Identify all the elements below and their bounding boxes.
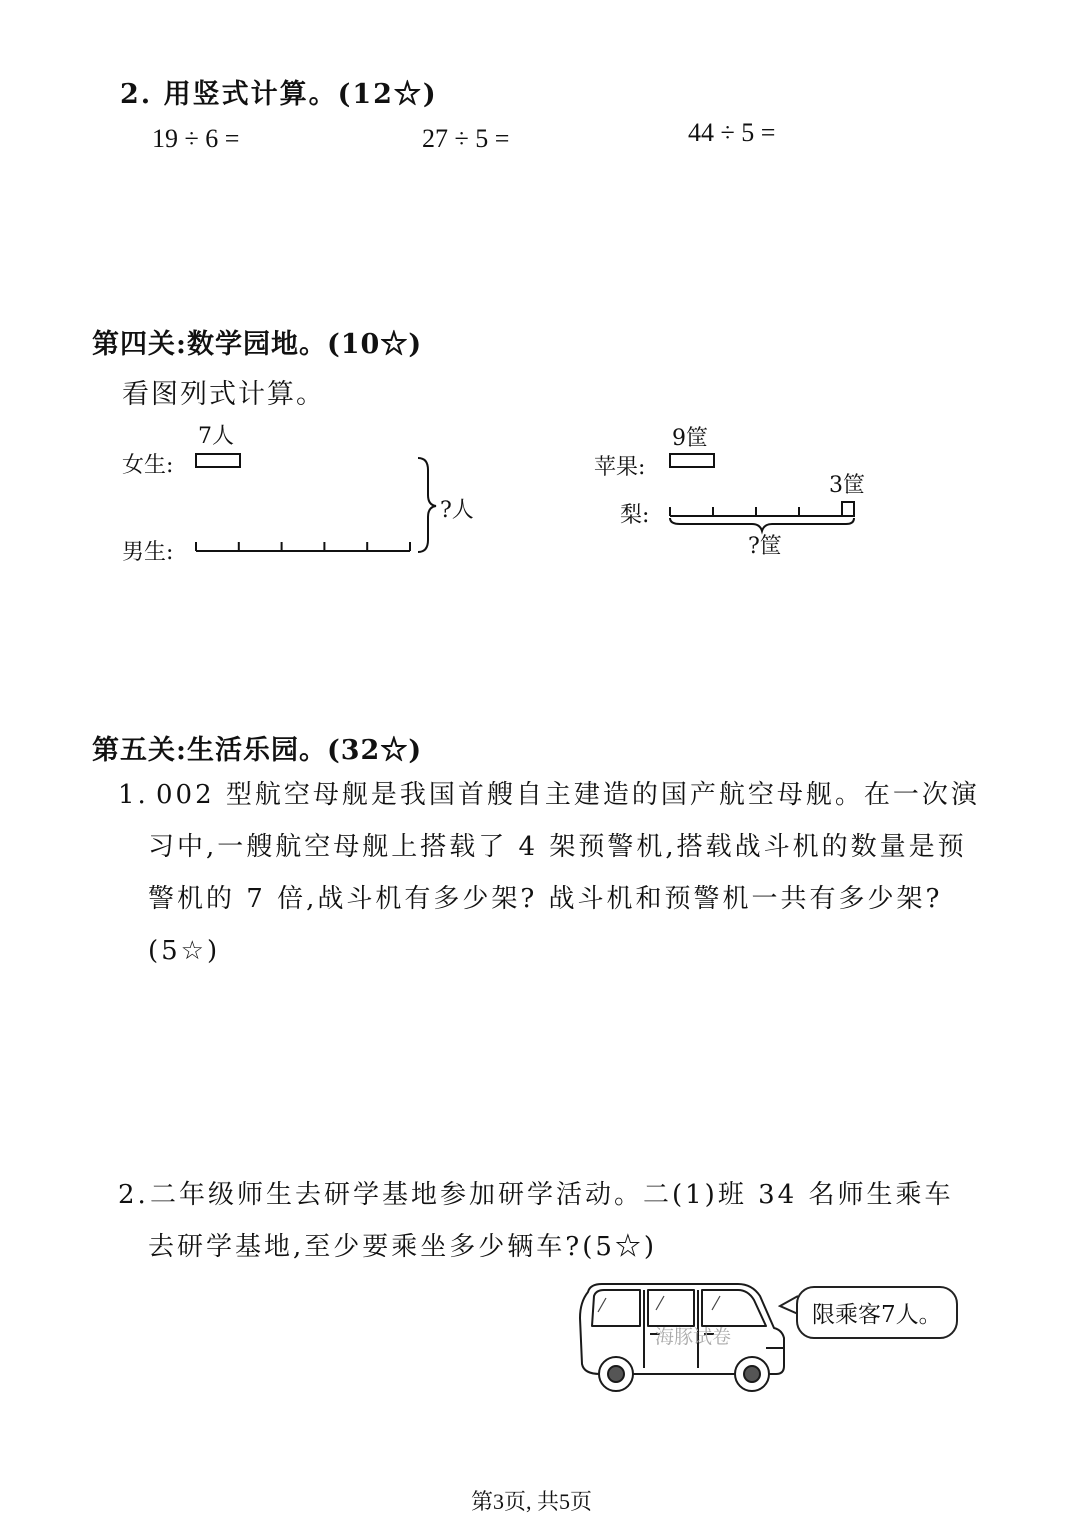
apples-bar: [670, 454, 714, 467]
vertical-calc-title: 2. 用竖式计算。(12☆): [120, 79, 438, 110]
girls-value: 7人: [198, 424, 234, 449]
pears-extra-box: [842, 502, 854, 516]
expr-3: 44 ÷ 5 =: [688, 118, 776, 147]
page-number: 第3页, 共5页: [471, 1489, 593, 1514]
pears-label: 梨:: [620, 503, 650, 528]
q1-line-4: (5☆): [148, 936, 221, 966]
apples-label: 苹果:: [594, 455, 646, 480]
section5-title: 第五关:生活乐园。(32☆): [92, 735, 423, 766]
q2-line-2: 去研学基地,至少要乘坐多少辆车?(5☆): [148, 1232, 658, 1262]
apples-value: 9筐: [672, 426, 708, 451]
q2-number: 2.: [118, 1180, 149, 1210]
section4-title: 第四关:数学园地。(10☆): [92, 329, 423, 360]
boys-label: 男生:: [122, 540, 174, 565]
q2-line-1: 二年级师生去研学基地参加研学活动。二(1)班 34 名师生乘车: [150, 1180, 954, 1210]
total-baskets-label: ?筐: [748, 534, 782, 559]
q1-line-3: 警机的 7 倍,战斗机有多少架? 战斗机和预警机一共有多少架?: [148, 884, 943, 914]
line-diagram-2: [0, 0, 1080, 600]
q1-line-2: 习中,一艘航空母舰上搭载了 4 架预警机,搭载战斗机的数量是预: [148, 832, 967, 862]
capacity-bubble: 限乘客7人。: [796, 1286, 958, 1339]
pears-bar-ticks: [670, 507, 842, 516]
expr-2: 27 ÷ 5 =: [422, 124, 510, 153]
bubble-pointer: [778, 1290, 798, 1320]
q1-number: 1.: [118, 780, 149, 810]
girls-label: 女生:: [122, 453, 174, 478]
pears-total-brace: [670, 518, 854, 531]
section4-instruction: 看图列式计算。: [122, 379, 325, 410]
q1-line-1: 002 型航空母舰是我国首艘自主建造的国产航空母舰。在一次演: [156, 780, 980, 810]
watermark: 海豚试卷: [655, 1326, 732, 1348]
pears-extra-value: 3筐: [829, 473, 865, 498]
total-people-label: ?人: [440, 498, 474, 523]
expr-1: 19 ÷ 6 =: [152, 124, 240, 153]
